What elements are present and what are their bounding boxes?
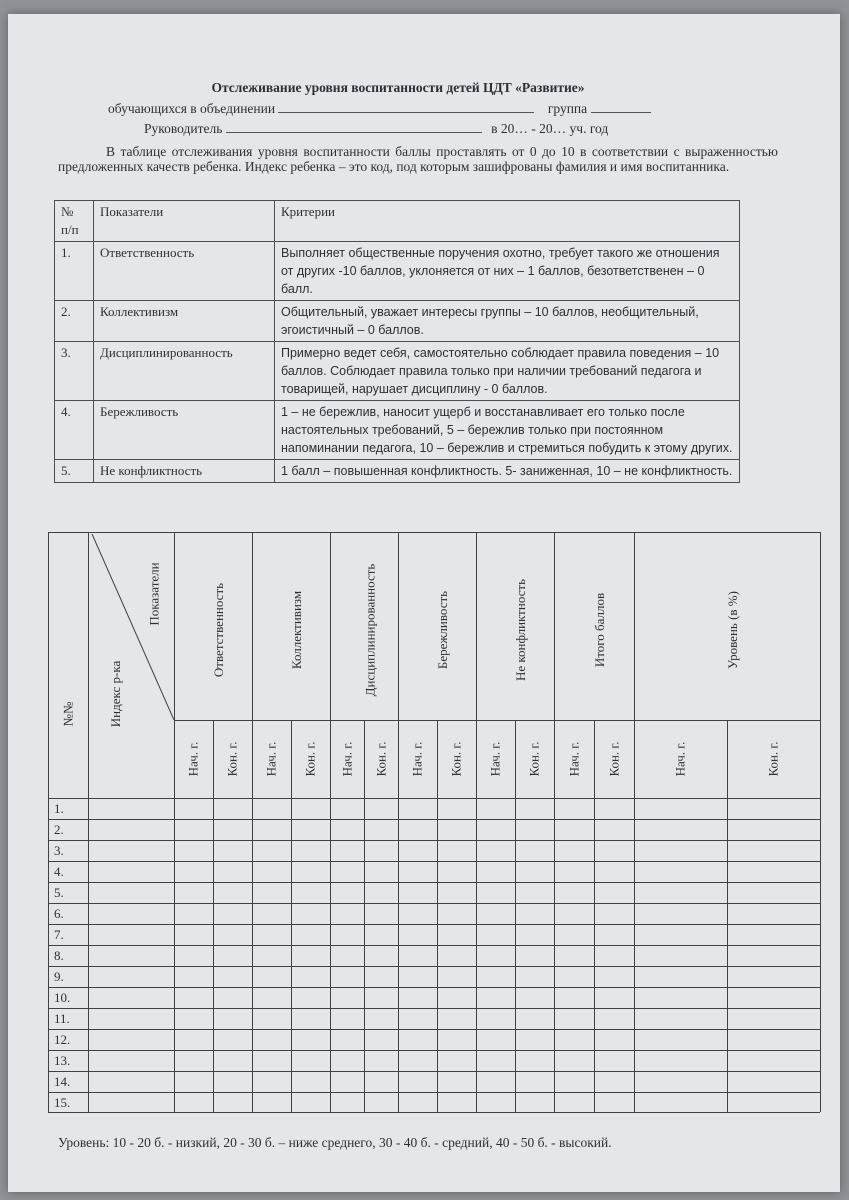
criteria-indicator: Коллективизм (94, 301, 275, 342)
row-number: 10. (54, 990, 71, 1005)
tracking-subcolumn-border (727, 720, 728, 1112)
group-label: группа (547, 101, 588, 116)
tracking-column-border (476, 532, 477, 1112)
criteria-indicator: Дисциплинированность (94, 342, 275, 401)
criteria-text: 1 – не бережлив, наносит ущерб и восстанавливает его только после настоятельных требований, 5 – бережлив только при постоянном напоминании педагога, 10 – бережлив и стремиться побудить к этому других. (275, 401, 740, 460)
tracking-column-border (634, 532, 635, 1112)
subheader-end: Кон. г. (448, 741, 464, 777)
criteria-num: 4. (55, 401, 94, 460)
row-number: 4. (54, 864, 64, 879)
criteria-indicator: Не конфликтность (94, 460, 275, 483)
tracking-row-line (48, 840, 820, 841)
tracking-row-line (48, 945, 820, 946)
intro-paragraph: В таблице отслеживания уровня воспитанности баллы проставлять от 0 до 10 в соответствии с выраженностью предложенных качеств ребенка. Индекс ребенка – это код, под которым зашифрованы фамилия и имя воспитанника. (58, 144, 778, 174)
level-legend: Уровень: 10 - 20 б. - низкий, 20 - 30 б. – ниже среднего, 30 - 40 б. - средний, 40 - 50 б. - высокий. (58, 1135, 612, 1150)
document-page (8, 14, 840, 1192)
document-title: Отслеживание уровня воспитанности детей ЦДТ «Развитие» (211, 80, 585, 95)
row-number: 15. (54, 1095, 71, 1110)
criteria-indicator: Бережливость (94, 401, 275, 460)
tracking-subcolumn-border (437, 720, 438, 1112)
tracking-column-border (820, 532, 821, 1112)
row-number: 14. (54, 1074, 71, 1089)
subheader-end: Кон. г. (526, 741, 542, 777)
tracking-column-border (174, 532, 175, 1112)
tracking-row-line (48, 1029, 820, 1030)
column-header-3: Дисциплинированность (361, 563, 377, 697)
tracking-row-line (48, 924, 820, 925)
tracking-subheader-border (174, 720, 820, 721)
tracking-bottom-border (48, 1112, 820, 1113)
tracking-row-line (48, 1050, 820, 1051)
subheader-start: Нач. г. (565, 741, 581, 777)
column-header-4: Бережливость (435, 590, 451, 670)
tracking-column-border (48, 532, 49, 1112)
criteria-num: 1. (55, 242, 94, 301)
criteria-text: Примерно ведет себя, самостоятельно соблюдает правила поведения – 10 баллов. Соблюдает правила только при наличии требований педагога и товарищей, нарушает дисциплину - 0 баллов. (275, 342, 740, 401)
tracking-row-line (48, 903, 820, 904)
tracking-subcolumn-border (594, 720, 595, 1112)
tracking-column-border (252, 532, 253, 1112)
subheader-start: Нач. г. (487, 741, 503, 777)
criteria-text: Выполняет общественные поручения охотно, требует такого же отношения от других -10 баллов, уклоняется от них – 1 баллов, безответственен – 0 балл. (275, 242, 740, 301)
tracking-column-border (398, 532, 399, 1112)
column-header-6: Итого баллов (592, 592, 608, 668)
tracking-table (8, 14, 840, 1192)
column-header-1: Ответственность (211, 582, 227, 678)
tracking-subcolumn-border (291, 720, 292, 1112)
subheader-start: Нач. г. (409, 741, 425, 777)
corner-indicators-label: Показатели (146, 562, 162, 626)
criteria-num: 2. (55, 301, 94, 342)
criteria-indicator: Ответственность (94, 242, 275, 301)
criteria-text: Общительный, уважает интересы группы – 10 баллов, необщительный, эгоистичный – 0 баллов. (275, 301, 740, 342)
subheader-start: Нач. г. (338, 741, 354, 777)
tracking-header-bottom-border (48, 798, 820, 799)
criteria-header-indicator: Показатели (94, 201, 275, 242)
corner-index-label: Индекс р-ка (108, 660, 124, 728)
row-number: 11. (54, 1011, 70, 1026)
subheader-end: Кон. г. (373, 741, 389, 777)
column-header-7: Уровень (в %) (724, 591, 740, 669)
row-number: 13. (54, 1053, 71, 1068)
subheader-end: Кон. г. (302, 741, 318, 777)
row-number: 1. (54, 801, 64, 816)
subheader-end: Кон. г. (224, 741, 240, 777)
tracking-subcolumn-border (213, 720, 214, 1112)
subheader-start: Нач. г. (185, 741, 201, 777)
school-year: в 20… - 20… уч. год (491, 121, 609, 136)
supervisor-label: Руководитель (144, 121, 223, 136)
tracking-subcolumn-border (515, 720, 516, 1112)
criteria-num: 5. (55, 460, 94, 483)
column-header-5: Не конфликтность (513, 578, 529, 682)
tracking-column-border (330, 532, 331, 1112)
row-number: 6. (54, 906, 64, 921)
tracking-row-line (48, 882, 820, 883)
row-number: 12. (54, 1032, 71, 1047)
tracking-row-line (48, 861, 820, 862)
column-header-2: Коллективизм (289, 590, 305, 670)
criteria-header-num: № п/п (55, 201, 94, 242)
criteria-header-criteria: Критерии (275, 201, 740, 242)
corner-diagonal (88, 532, 174, 720)
subheader-start: Нач. г. (672, 741, 688, 777)
tracking-row-line (48, 1071, 820, 1072)
row-number: 2. (54, 822, 64, 837)
tracking-row-line (48, 1008, 820, 1009)
criteria-text: 1 балл – повышенная конфликтность. 5- заниженная, 10 – не конфликтность. (275, 460, 740, 483)
tracking-row-line (48, 1092, 820, 1093)
tracking-row-line (48, 966, 820, 967)
tracking-row-line (48, 987, 820, 988)
tracking-column-border (554, 532, 555, 1112)
subheader-end: Кон. г. (765, 741, 781, 777)
association-label: обучающихся в объединении (108, 101, 276, 116)
row-number: 3. (54, 843, 64, 858)
subheader-start: Нач. г. (263, 741, 279, 777)
tracking-subcolumn-border (364, 720, 365, 1112)
row-number: 7. (54, 927, 64, 942)
corner-num-label: №№ (59, 701, 75, 727)
row-number: 9. (54, 969, 64, 984)
row-number: 5. (54, 885, 64, 900)
tracking-row-line (48, 819, 820, 820)
subheader-end: Кон. г. (606, 741, 622, 777)
row-number: 8. (54, 948, 64, 963)
criteria-num: 3. (55, 342, 94, 401)
